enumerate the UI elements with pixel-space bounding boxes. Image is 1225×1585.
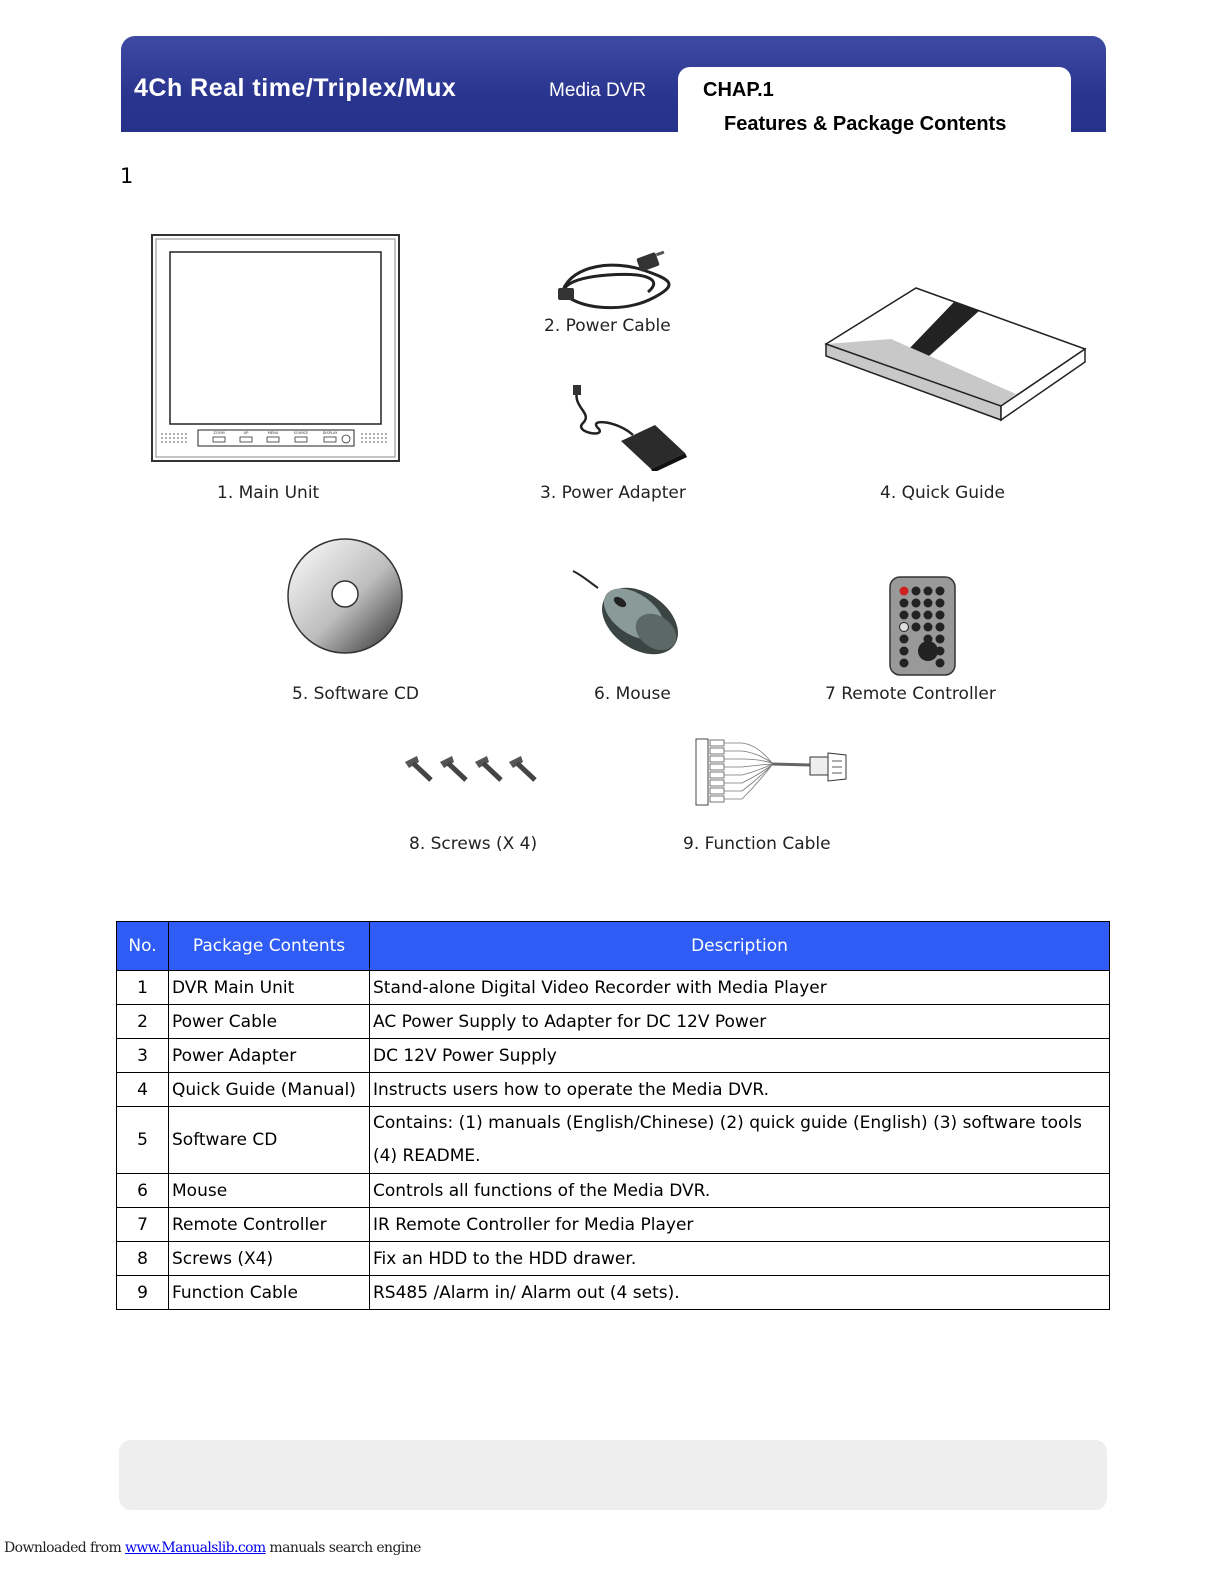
row-no: 5 [117,1107,169,1174]
chapter-label: CHAP.1 [703,79,774,101]
row-name: Software CD [169,1107,370,1174]
row-no: 8 [117,1242,169,1276]
quick-guide-image [821,284,1091,428]
row-name: Screws (X4) [169,1242,370,1276]
row-no: 1 [117,971,169,1005]
header-description: Description [370,922,1110,971]
item-caption: 3. Power Adapter [540,483,686,503]
row-desc: IR Remote Controller for Media Player [370,1208,1110,1242]
row-no: 3 [117,1039,169,1073]
unit-button-label: UP [243,431,249,435]
table-row [117,1039,1110,1073]
row-name: Power Adapter [169,1039,370,1073]
row-no: 7 [117,1208,169,1242]
mouse-image [568,566,686,660]
screws-image [403,754,537,784]
unit-button-label: SOURCE [293,431,309,435]
row-no: 9 [117,1276,169,1310]
unit-button-label: DISPLAY [322,431,338,435]
row-name: Remote Controller [169,1208,370,1242]
row-desc: DC 12V Power Supply [370,1039,1110,1073]
table-header-row [117,922,1110,971]
unit-button-label: ZOOM [213,431,225,435]
header-package-contents: Package Contents [169,922,370,971]
unit-button-label: MENU [267,431,279,435]
item-caption: 1. Main Unit [217,483,320,503]
row-name: Function Cable [169,1276,370,1310]
remote-controller-image [888,575,957,677]
row-desc: Instructs users how to operate the Media DVR. [370,1073,1110,1107]
item-caption: 7 Remote Controller [825,684,996,704]
power-cable-image [553,250,689,312]
main-unit-image [150,233,402,465]
manualslib-link[interactable]: www.Manualslib.com [125,1540,266,1556]
function-cable-image [686,735,852,817]
package-contents-table [116,921,1110,1310]
row-no: 2 [117,1005,169,1039]
download-suffix: manuals search engine [265,1540,421,1556]
item-caption: 2. Power Cable [544,316,671,336]
section-number: 1 [120,164,134,188]
header-title: 4Ch Real time/Triplex/Mux [134,74,457,102]
software-cd-image [286,537,404,655]
item-caption: 5. Software CD [292,684,419,704]
footer-box [119,1440,1107,1510]
row-name: Quick Guide (Manual) [169,1073,370,1107]
row-desc: Fix an HDD to the HDD drawer. [370,1242,1110,1276]
row-name: Mouse [169,1174,370,1208]
table-row [117,1005,1110,1039]
table-row [117,1242,1110,1276]
table-row [117,1208,1110,1242]
row-name: DVR Main Unit [169,971,370,1005]
row-no: 4 [117,1073,169,1107]
chapter-title: Features & Package Contents [724,113,1007,135]
item-caption: 4. Quick Guide [880,483,1006,503]
item-caption: 6. Mouse [594,684,671,704]
row-desc: RS485 /Alarm in/ Alarm out (4 sets). [370,1276,1110,1310]
row-desc: Stand-alone Digital Video Recorder with Media Player [370,971,1110,1005]
table-row [117,1073,1110,1107]
table-row [117,1276,1110,1310]
row-desc: Contains: (1) manuals (English/Chinese) (2) quick guide (English) (3) software tools (4) README. [370,1107,1110,1174]
power-adapter-image [563,383,693,471]
table-row [117,971,1110,1005]
row-desc: Controls all functions of the Media DVR. [370,1174,1110,1208]
row-name: Power Cable [169,1005,370,1039]
table-row [117,1174,1110,1208]
item-caption: 9. Function Cable [683,834,831,854]
download-footer [4,1540,421,1556]
row-desc: AC Power Supply to Adapter for DC 12V Power [370,1005,1110,1039]
header-no: No. [117,922,169,971]
header-subtitle: Media DVR [549,80,647,101]
item-caption: 8. Screws (X 4) [409,834,538,854]
download-prefix: Downloaded from [4,1540,125,1556]
table-row [117,1107,1110,1174]
row-no: 6 [117,1174,169,1208]
